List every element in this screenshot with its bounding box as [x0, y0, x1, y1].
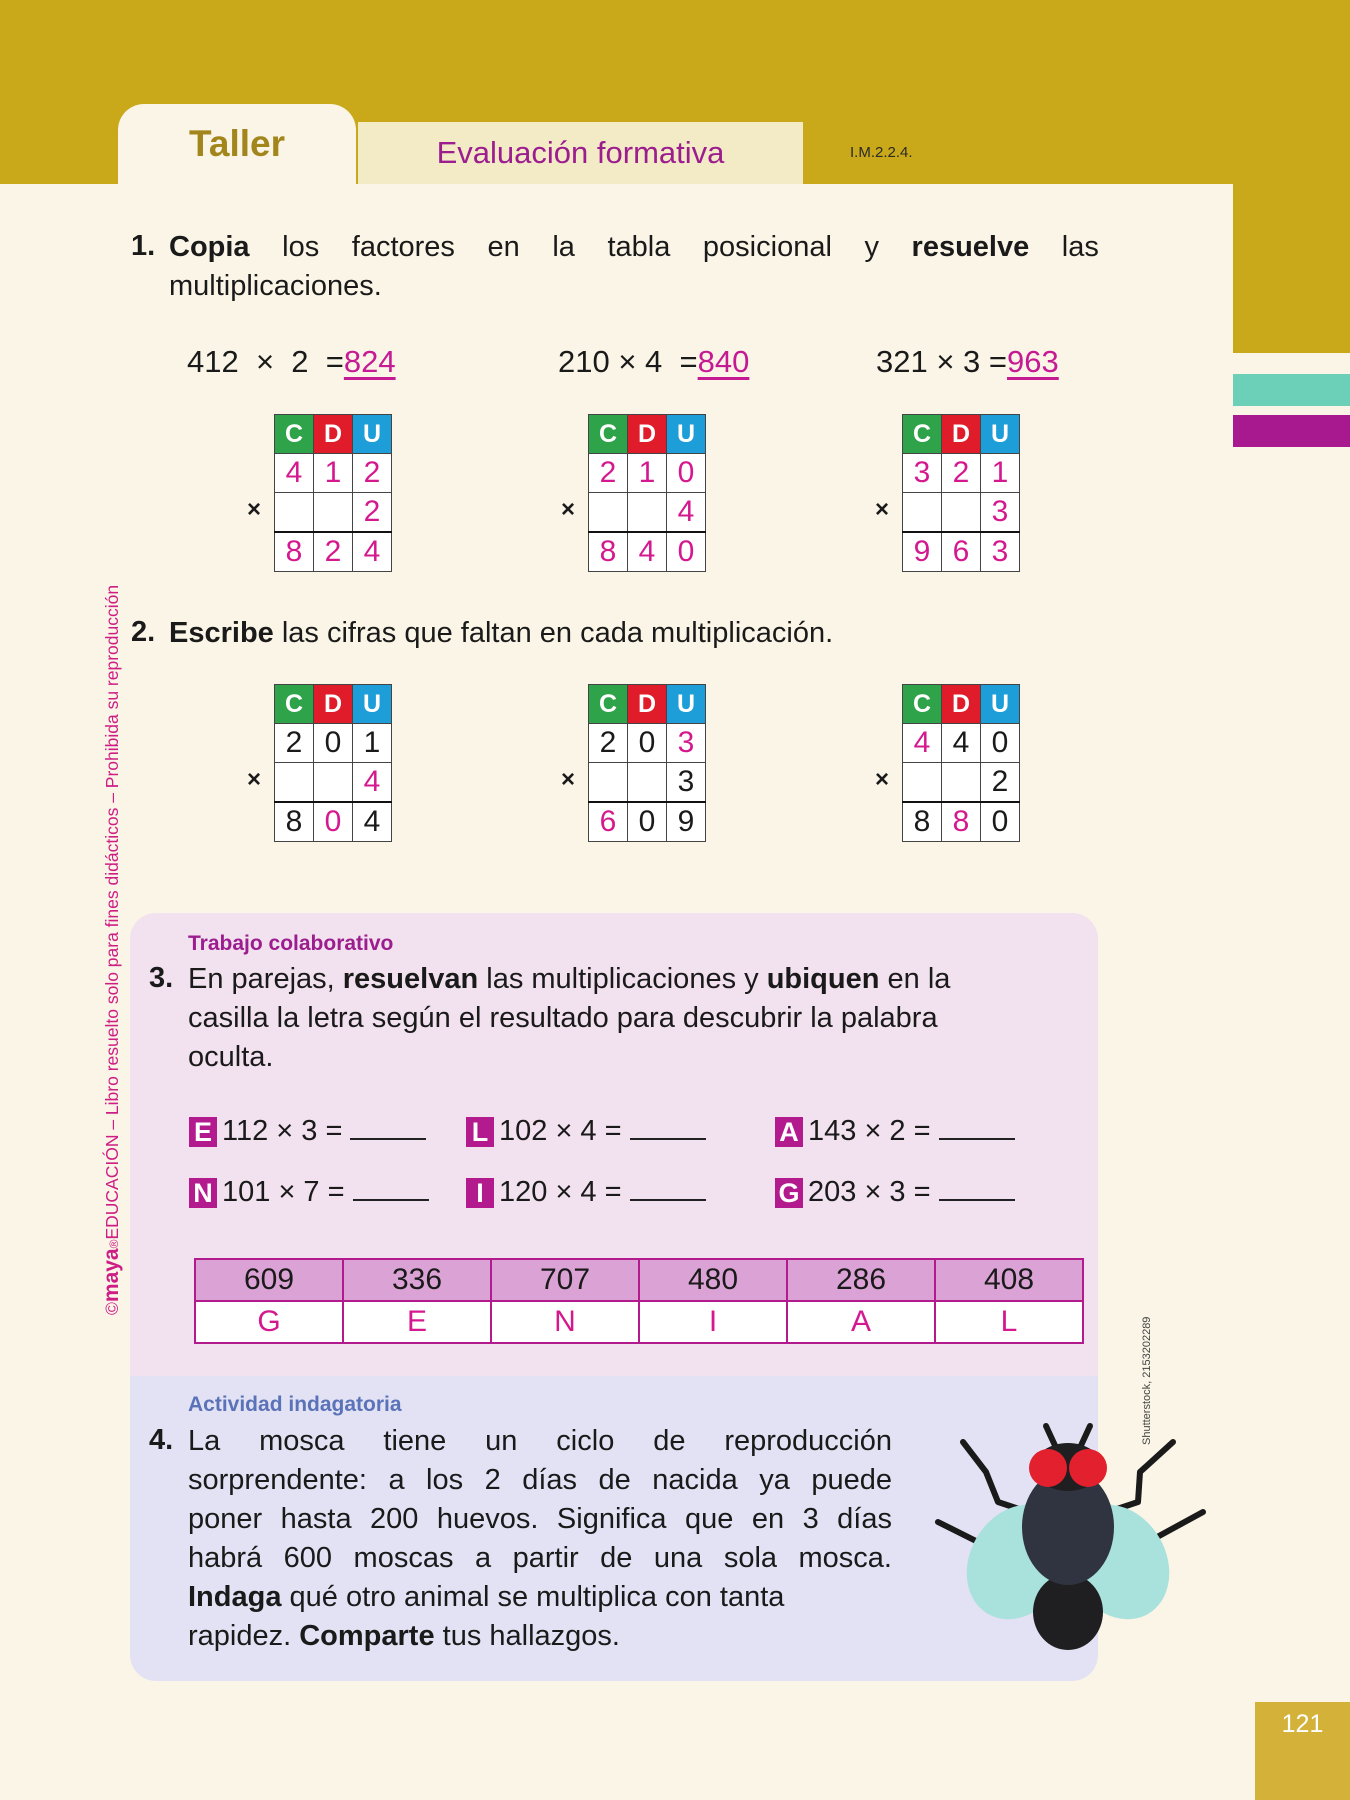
header-unidades: U	[981, 415, 1020, 454]
q3-line1	[188, 960, 1076, 999]
digit-cell: 2	[314, 532, 353, 572]
q1-equation-3	[876, 344, 1059, 380]
missing-digit-cell: 3	[667, 724, 706, 763]
item-expr: 102 × 4 =	[499, 1115, 622, 1147]
q4-number: 4.	[149, 1424, 174, 1456]
times-sign: ×	[561, 766, 576, 793]
digit-cell: 1	[981, 454, 1020, 493]
q1-line2: multiplicaciones.	[169, 270, 382, 302]
digit-cell: 0	[628, 802, 667, 842]
answer-blank	[353, 1175, 429, 1201]
copyright-text: EDUCACIÓN – Libro resuelto solo para fines didácticos – Prohibida su reproducción	[102, 584, 122, 1240]
header-unidades: U	[667, 685, 706, 724]
digit-cell: 4	[353, 802, 392, 842]
q1-word: resuelve	[911, 231, 1030, 263]
header-centenas: C	[275, 415, 314, 454]
q3-item-G	[775, 1175, 1015, 1209]
times-sign: ×	[247, 496, 262, 523]
digit-cell: 3	[667, 763, 706, 803]
digit-cell: 1	[628, 454, 667, 493]
digit-cell: 0	[667, 454, 706, 493]
header-centenas: C	[589, 685, 628, 724]
q4-t7: tus hallazgos.	[434, 1620, 620, 1652]
letter-cell: G	[195, 1301, 343, 1343]
item-expr: 203 × 3 =	[808, 1176, 931, 1208]
digit-cell: 1	[314, 454, 353, 493]
times-sign: ×	[875, 496, 890, 523]
q2-position-table-2	[588, 684, 706, 842]
q3-line3: oculta.	[188, 1041, 274, 1073]
header-decenas: D	[628, 415, 667, 454]
q3-number: 3.	[149, 962, 174, 994]
digit-cell	[903, 493, 942, 533]
q3-item-L	[466, 1114, 706, 1148]
digit-cell	[589, 493, 628, 533]
letter-cell: A	[787, 1301, 935, 1343]
digit-cell: 0	[667, 532, 706, 572]
digit-cell	[275, 493, 314, 533]
page-number-text: 121	[1281, 1710, 1324, 1738]
q4-b1: Indaga	[188, 1581, 282, 1613]
digit-cell	[275, 763, 314, 803]
digit-cell: 2	[942, 454, 981, 493]
digit-cell: 8	[275, 802, 314, 842]
digit-cell: 2	[589, 724, 628, 763]
letter-badge: G	[775, 1178, 803, 1208]
right-gold-strip	[1233, 184, 1350, 353]
header-centenas: C	[903, 415, 942, 454]
digit-cell: 2	[981, 763, 1020, 803]
result-cell: 286	[787, 1259, 935, 1301]
header-unidades: U	[981, 685, 1020, 724]
copyright-symbol: ©	[102, 1302, 122, 1315]
header-decenas: D	[942, 685, 981, 724]
missing-digit-cell: 0	[314, 802, 353, 842]
digit-cell: 8	[903, 802, 942, 842]
header-decenas: D	[942, 415, 981, 454]
equation-answer: 824	[343, 344, 396, 379]
times-sign: ×	[875, 766, 890, 793]
digit-cell: 1	[353, 724, 392, 763]
times-sign: ×	[561, 496, 576, 523]
equation-expr: 412 × 2 =	[187, 344, 344, 379]
q1-word: los	[282, 231, 320, 263]
digit-cell: 4	[628, 532, 667, 572]
q3-item-A	[775, 1114, 1015, 1148]
q3-t2: las multiplicaciones y	[478, 963, 767, 995]
q1-equation-2	[558, 344, 749, 380]
result-cell: 609	[195, 1259, 343, 1301]
header-unidades: U	[667, 415, 706, 454]
q3-item-E	[189, 1114, 426, 1148]
brand-logo-text: maya	[100, 1248, 123, 1303]
digit-cell	[628, 763, 667, 803]
q4-line2: sorprendente: a los 2 días de nacida ya puede	[188, 1464, 892, 1496]
header-decenas: D	[314, 685, 353, 724]
missing-digit-cell: 4	[353, 763, 392, 803]
times-sign: ×	[247, 766, 262, 793]
item-expr: 101 × 7 =	[222, 1176, 345, 1208]
letter-badge: A	[775, 1117, 803, 1147]
header-centenas: C	[903, 685, 942, 724]
q4-label: Actividad indagatoria	[188, 1393, 402, 1416]
item-expr: 143 × 2 =	[808, 1115, 931, 1147]
teal-stripe	[1233, 374, 1350, 406]
digit-cell: 2	[589, 454, 628, 493]
q4-line5	[188, 1578, 892, 1617]
digit-cell: 0	[314, 724, 353, 763]
result-cell: 707	[491, 1259, 639, 1301]
item-expr: 112 × 3 =	[222, 1115, 343, 1147]
letter-cell: E	[343, 1301, 491, 1343]
tab-taller-label: Taller	[189, 123, 285, 164]
answer-blank	[630, 1114, 706, 1140]
q3-b1: resuelvan	[342, 963, 479, 995]
q1-number: 1.	[131, 230, 156, 262]
q4-t5: qué otro animal se multiplica con tanta	[281, 1581, 785, 1613]
q1-word: posicional	[702, 231, 832, 263]
digit-cell: 3	[981, 532, 1020, 572]
header-unidades: U	[353, 685, 392, 724]
q1-word: en	[487, 231, 520, 263]
digit-cell: 8	[589, 532, 628, 572]
digit-cell: 2	[353, 493, 392, 533]
header-decenas: D	[314, 415, 353, 454]
header-centenas: C	[589, 415, 628, 454]
digit-cell: 9	[903, 532, 942, 572]
q3-b2: ubiquen	[766, 963, 880, 995]
q1-equation-1	[187, 344, 396, 380]
digit-cell: 3	[981, 493, 1020, 533]
q1-word: Copia	[169, 231, 250, 263]
digit-cell: 4	[353, 532, 392, 572]
q3-t3: en la	[879, 963, 951, 995]
header-centenas: C	[275, 685, 314, 724]
q4-b2: Comparte	[299, 1620, 435, 1652]
digit-cell	[903, 763, 942, 803]
registered-mark: ®	[107, 1239, 121, 1249]
digit-cell: 3	[903, 454, 942, 493]
answer-blank	[939, 1114, 1015, 1140]
page-number	[1255, 1702, 1350, 1800]
equation-answer: 840	[697, 344, 750, 379]
image-credit: Shutterstock, 2153202289	[1141, 1316, 1153, 1445]
q2-rest: las cifras que faltan en cada multiplicación.	[273, 617, 834, 649]
q3-item-N	[189, 1175, 429, 1209]
equation-expr: 210 × 4 =	[558, 344, 698, 379]
result-cell: 408	[935, 1259, 1083, 1301]
q1-word: tabla	[607, 231, 671, 263]
missing-digit-cell: 8	[942, 802, 981, 842]
letter-badge: L	[466, 1117, 494, 1147]
q1-position-table-1	[274, 414, 392, 572]
digit-cell: 9	[667, 802, 706, 842]
q4-t6: rapidez.	[188, 1620, 300, 1652]
digit-cell: 6	[942, 532, 981, 572]
letter-cell: N	[491, 1301, 639, 1343]
digit-cell: 0	[628, 724, 667, 763]
answer-blank	[350, 1114, 426, 1140]
item-expr: 120 × 4 =	[499, 1176, 622, 1208]
tab-taller	[118, 104, 356, 184]
q2-position-table-1	[274, 684, 392, 842]
q3-text	[188, 960, 1076, 1077]
digit-cell	[628, 493, 667, 533]
letter-badge: N	[189, 1178, 217, 1208]
letter-badge: I	[466, 1178, 494, 1208]
q2-bold: Escribe	[169, 617, 274, 649]
fly-illustration	[918, 1412, 1218, 1652]
digit-cell	[314, 763, 353, 803]
letter-cell: I	[639, 1301, 787, 1343]
missing-digit-cell: 6	[589, 802, 628, 842]
q3-label: Trabajo colaborativo	[188, 932, 394, 955]
curriculum-code: I.M.2.2.4.	[850, 144, 913, 161]
digit-cell: 4	[275, 454, 314, 493]
digit-cell	[942, 763, 981, 803]
q1-position-table-3	[902, 414, 1020, 572]
q3-line2: casilla la letra según el resultado para descubrir la palabra	[188, 1002, 938, 1034]
q1-word: las	[1061, 231, 1099, 263]
q2-position-table-3	[902, 684, 1020, 842]
q1-word: factores	[351, 231, 455, 263]
hidden-word-table	[194, 1258, 1084, 1344]
magenta-stripe	[1233, 415, 1350, 447]
q4-line4: habrá 600 moscas a partir de una sola mosca.	[188, 1542, 892, 1574]
q2-text	[169, 614, 833, 653]
letter-badge: E	[189, 1117, 217, 1147]
q4-text	[188, 1422, 892, 1656]
result-cell: 336	[343, 1259, 491, 1301]
digit-cell: 4	[667, 493, 706, 533]
equation-answer: 963	[1007, 344, 1059, 379]
letter-cell: L	[935, 1301, 1083, 1343]
q4-line1: La mosca tiene un ciclo de reproducción	[188, 1425, 892, 1457]
tab-evaluacion	[358, 122, 803, 184]
q1-word: la	[552, 231, 575, 263]
q1-position-table-2	[588, 414, 706, 572]
q3-t1: En parejas,	[188, 963, 343, 995]
q2-number: 2.	[131, 616, 156, 648]
tab-evaluacion-label: Evaluación formativa	[436, 135, 725, 170]
digit-cell: 2	[275, 724, 314, 763]
digit-cell: 4	[942, 724, 981, 763]
copyright-sidebar	[100, 585, 124, 1315]
digit-cell	[589, 763, 628, 803]
result-cell: 480	[639, 1259, 787, 1301]
q4-line6	[188, 1617, 892, 1656]
header-decenas: D	[628, 685, 667, 724]
equation-expr: 321 × 3 =	[876, 344, 1008, 379]
answer-blank	[630, 1175, 706, 1201]
digit-cell: 8	[275, 532, 314, 572]
header-unidades: U	[353, 415, 392, 454]
digit-cell: 2	[353, 454, 392, 493]
digit-cell	[314, 493, 353, 533]
q1-text	[169, 228, 1099, 306]
digit-cell	[942, 493, 981, 533]
digit-cell: 0	[981, 724, 1020, 763]
answer-blank	[939, 1175, 1015, 1201]
missing-digit-cell: 4	[903, 724, 942, 763]
q1-line1	[169, 228, 1099, 267]
q1-word: y	[864, 231, 879, 263]
q4-line3: poner hasta 200 huevos. Significa que en 3 días	[188, 1503, 892, 1535]
digit-cell: 0	[981, 802, 1020, 842]
q3-item-I	[466, 1175, 706, 1209]
